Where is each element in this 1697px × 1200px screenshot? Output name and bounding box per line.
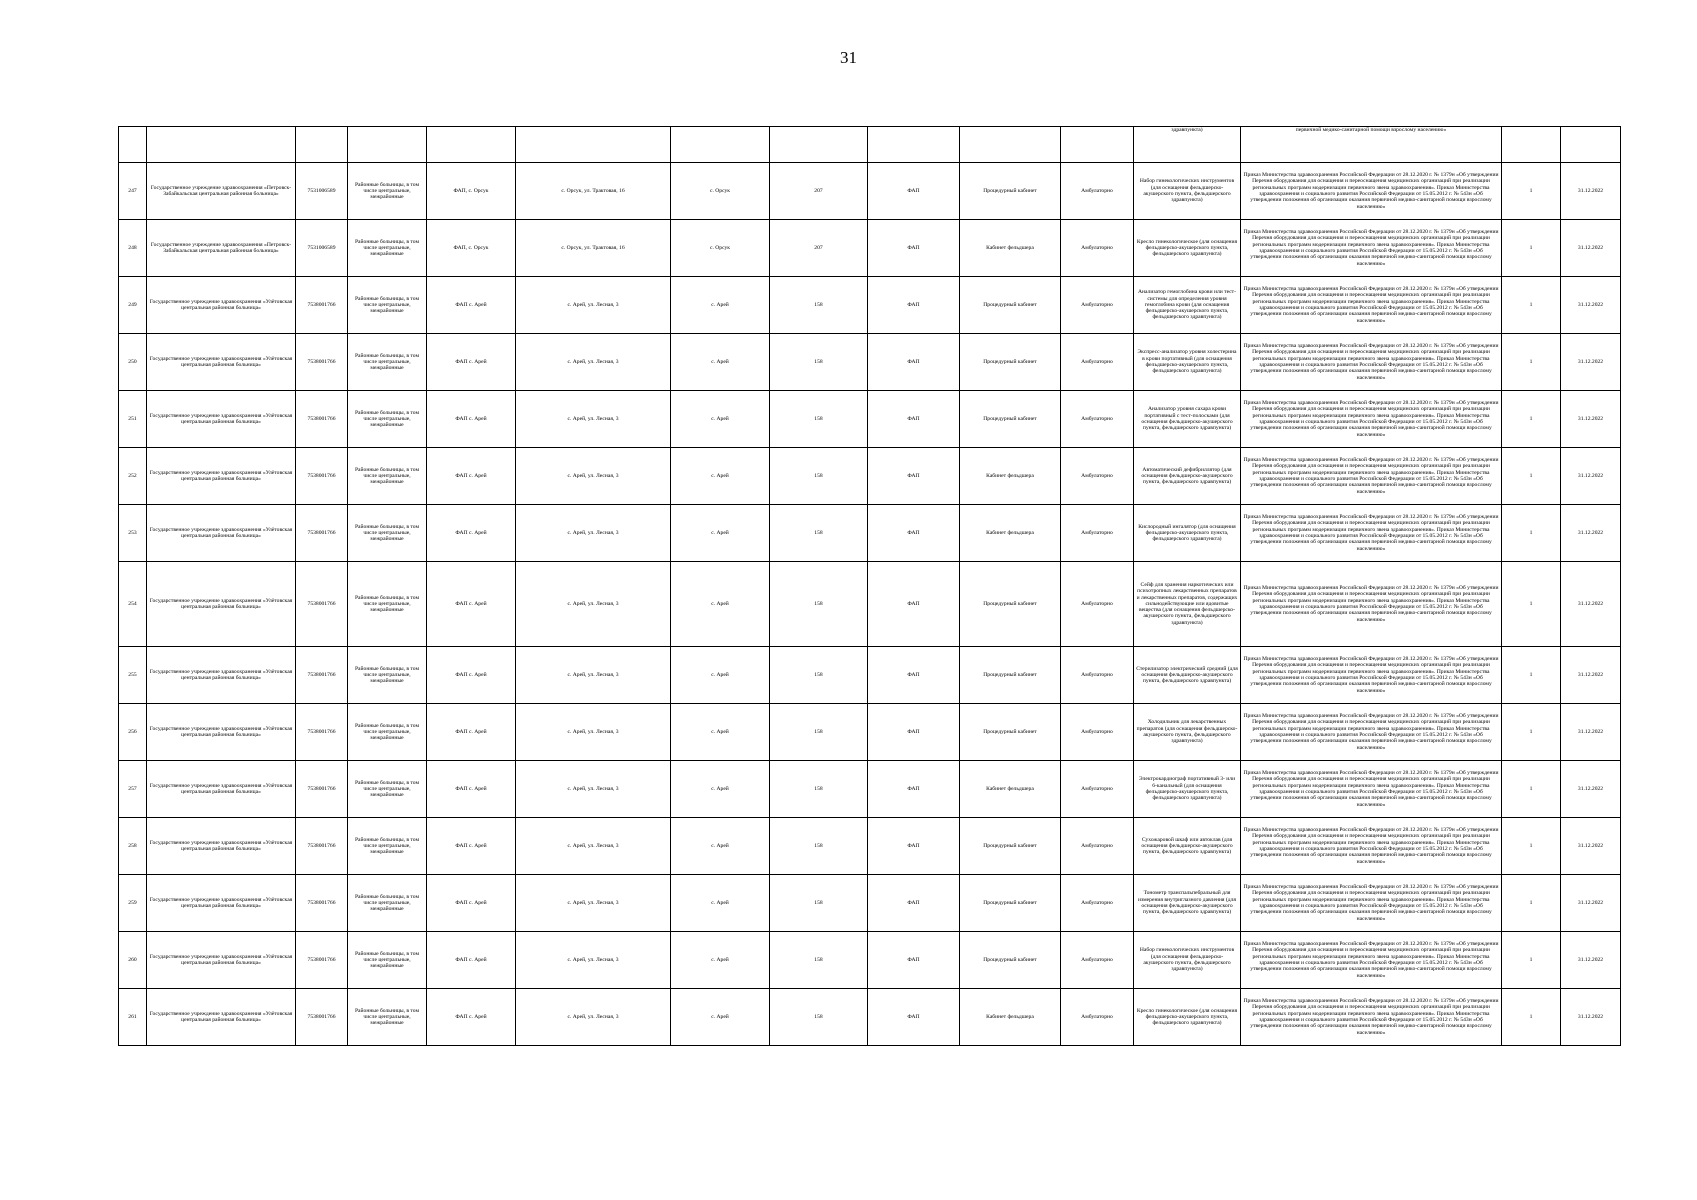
cell-institution: Государственное учреждение здравоохранения «Улётовская центральная районная больница» bbox=[147, 562, 296, 647]
cell-subdivision: ФАП bbox=[868, 761, 960, 818]
cell-subdivision: ФАП bbox=[868, 448, 960, 505]
cell-equipment: здравпункта) bbox=[1134, 127, 1241, 163]
cell-care: Амбулаторно bbox=[1061, 818, 1134, 875]
cell-qty: 1 bbox=[1502, 220, 1561, 277]
cell-date: 31.12.2022 bbox=[1561, 391, 1621, 448]
cell-qty: 1 bbox=[1502, 989, 1561, 1046]
cell-facility: ФАП с. Арей bbox=[427, 875, 516, 932]
cell-institution: Государственное учреждение здравоохранения «Улётовская центральная районная больница» bbox=[147, 989, 296, 1046]
cell-subdivision: ФАП bbox=[868, 704, 960, 761]
cell-type: Районные больницы, в том числе центральные, межрайонные bbox=[348, 761, 427, 818]
table-row-continuation bbox=[119, 127, 1621, 163]
cell-date: 31.12.2022 bbox=[1561, 448, 1621, 505]
cell-population: 158 bbox=[770, 875, 868, 932]
cell-care: Амбулаторно bbox=[1061, 391, 1134, 448]
cell-facility: ФАП с. Арей bbox=[427, 932, 516, 989]
cell-no: 255 bbox=[119, 647, 147, 704]
cell-basis: Приказ Министерства здравоохранения Российской Федерации от 28.12.2020 г. № 1379н «Об утверждении Перечня оборудования для оснащения и переоснащения медицинских организаций при реализации региональных программ модернизации первичного звена здравоохранения». Приказ Министерства здравоохранения и социального развития Российской Федерации от 15.05.2012 г. № 543н «Об утверждении положения об организации оказания первичной медико-санитарной помощи взрослому населению» bbox=[1241, 277, 1502, 334]
cell-qty: 1 bbox=[1502, 818, 1561, 875]
cell-facility: ФАП, с. Орсук bbox=[427, 163, 516, 220]
cell-room: Процедурный кабинет bbox=[960, 647, 1061, 704]
cell-care: Амбулаторно bbox=[1061, 704, 1134, 761]
cell-subdivision: ФАП bbox=[868, 818, 960, 875]
table-row bbox=[119, 761, 1621, 818]
cell-locality bbox=[671, 127, 770, 163]
cell-qty: 1 bbox=[1502, 562, 1561, 647]
cell-no bbox=[119, 127, 147, 163]
cell-inn: 7538001766 bbox=[296, 448, 348, 505]
cell-institution bbox=[147, 127, 296, 163]
page-number: 31 bbox=[840, 48, 857, 67]
cell-date: 31.12.2022 bbox=[1561, 334, 1621, 391]
cell-address: с. Орсук, ул. Трактовая, 16 bbox=[516, 163, 671, 220]
cell-no: 256 bbox=[119, 704, 147, 761]
cell-subdivision: ФАП bbox=[868, 932, 960, 989]
cell-population: 158 bbox=[770, 761, 868, 818]
cell-subdivision: ФАП bbox=[868, 989, 960, 1046]
cell-locality: с. Орсук bbox=[671, 163, 770, 220]
cell-qty: 1 bbox=[1502, 704, 1561, 761]
cell-room bbox=[960, 127, 1061, 163]
cell-subdivision: ФАП bbox=[868, 647, 960, 704]
table-row bbox=[119, 277, 1621, 334]
cell-subdivision: ФАП bbox=[868, 334, 960, 391]
cell-population: 158 bbox=[770, 448, 868, 505]
cell-population: 158 bbox=[770, 818, 868, 875]
cell-date: 31.12.2022 bbox=[1561, 562, 1621, 647]
cell-basis: Приказ Министерства здравоохранения Российской Федерации от 28.12.2020 г. № 1379н «Об утверждении Перечня оборудования для оснащения и переоснащения медицинских организаций при реализации региональных программ модернизации первичного звена здравоохранения». Приказ Министерства здравоохранения и социального развития Российской Федерации от 15.05.2012 г. № 543н «Об утверждении положения об организации оказания первичной медико-санитарной помощи взрослому населению» bbox=[1241, 989, 1502, 1046]
cell-no: 247 bbox=[119, 163, 147, 220]
cell-type bbox=[348, 127, 427, 163]
table-row bbox=[119, 391, 1621, 448]
cell-locality: с. Арей bbox=[671, 761, 770, 818]
cell-care: Амбулаторно bbox=[1061, 875, 1134, 932]
cell-locality: с. Арей bbox=[671, 334, 770, 391]
cell-address: с. Арей, ул. Лесная, 3 bbox=[516, 448, 671, 505]
cell-inn: 7538001766 bbox=[296, 391, 348, 448]
cell-institution: Государственное учреждение здравоохранения «Улётовская центральная районная больница» bbox=[147, 932, 296, 989]
cell-inn: 7538001766 bbox=[296, 505, 348, 562]
cell-date: 31.12.2022 bbox=[1561, 277, 1621, 334]
cell-inn: 7538001766 bbox=[296, 562, 348, 647]
cell-locality: с. Арей bbox=[671, 277, 770, 334]
cell-population: 158 bbox=[770, 277, 868, 334]
cell-institution: Государственное учреждение здравоохранения «Улётовская центральная районная больница» bbox=[147, 704, 296, 761]
cell-care: Амбулаторно bbox=[1061, 505, 1134, 562]
cell-address: с. Арей, ул. Лесная, 3 bbox=[516, 989, 671, 1046]
cell-type: Районные больницы, в том числе центральные, межрайонные bbox=[348, 875, 427, 932]
cell-population: 158 bbox=[770, 391, 868, 448]
table-row bbox=[119, 875, 1621, 932]
cell-basis: Приказ Министерства здравоохранения Российской Федерации от 28.12.2020 г. № 1379н «Об утверждении Перечня оборудования для оснащения и переоснащения медицинских организаций при реализации региональных программ модернизации первичного звена здравоохранения». Приказ Министерства здравоохранения и социального развития Российской Федерации от 15.05.2012 г. № 543н «Об утверждении положения об организации оказания первичной медико-санитарной помощи взрослому населению» bbox=[1241, 647, 1502, 704]
cell-care: Амбулаторно bbox=[1061, 562, 1134, 647]
cell-room: Кабинет фельдшера bbox=[960, 505, 1061, 562]
cell-type: Районные больницы, в том числе центральные, межрайонные bbox=[348, 704, 427, 761]
cell-qty: 1 bbox=[1502, 875, 1561, 932]
cell-equipment: Экспресс-анализатор уровня холестерина в крови портативный (для оснащения фельдшерско-акушерского пункта, фельдшерского здравпункта) bbox=[1134, 334, 1241, 391]
table-row bbox=[119, 505, 1621, 562]
cell-no: 258 bbox=[119, 818, 147, 875]
cell-population: 158 bbox=[770, 989, 868, 1046]
table-row bbox=[119, 647, 1621, 704]
cell-room: Процедурный кабинет bbox=[960, 334, 1061, 391]
cell-no: 250 bbox=[119, 334, 147, 391]
cell-equipment: Набор гинекологических инструментов (для оснащения фельдшерско-акушерского пункта, фельдшерского здравпункта) bbox=[1134, 163, 1241, 220]
cell-address bbox=[516, 127, 671, 163]
cell-institution: Государственное учреждение здравоохранения «Улётовская центральная районная больница» bbox=[147, 334, 296, 391]
cell-no: 254 bbox=[119, 562, 147, 647]
cell-no: 261 bbox=[119, 989, 147, 1046]
cell-address: с. Арей, ул. Лесная, 3 bbox=[516, 334, 671, 391]
cell-type: Районные больницы, в том числе центральные, межрайонные bbox=[348, 562, 427, 647]
cell-basis: Приказ Министерства здравоохранения Российской Федерации от 28.12.2020 г. № 1379н «Об утверждении Перечня оборудования для оснащения и переоснащения медицинских организаций при реализации региональных программ модернизации первичного звена здравоохранения». Приказ Министерства здравоохранения и социального развития Российской Федерации от 15.05.2012 г. № 543н «Об утверждении положения об организации оказания первичной медико-санитарной помощи взрослому населению» bbox=[1241, 391, 1502, 448]
cell-subdivision bbox=[868, 127, 960, 163]
cell-inn: 7531006589 bbox=[296, 163, 348, 220]
cell-care: Амбулаторно bbox=[1061, 932, 1134, 989]
cell-equipment: Набор гинекологических инструментов (для оснащения фельдшерско-акушерского пункта, фельдшерского здравпункта) bbox=[1134, 932, 1241, 989]
cell-basis: Приказ Министерства здравоохранения Российской Федерации от 28.12.2020 г. № 1379н «Об утверждении Перечня оборудования для оснащения и переоснащения медицинских организаций при реализации региональных программ модернизации первичного звена здравоохранения». Приказ Министерства здравоохранения и социального развития Российской Федерации от 15.05.2012 г. № 543н «Об утверждении положения об организации оказания первичной медико-санитарной помощи взрослому населению» bbox=[1241, 818, 1502, 875]
cell-qty: 1 bbox=[1502, 761, 1561, 818]
cell-locality: с. Арей bbox=[671, 875, 770, 932]
cell-inn: 7538001766 bbox=[296, 761, 348, 818]
cell-type: Районные больницы, в том числе центральные, межрайонные bbox=[348, 448, 427, 505]
cell-inn: 7538001766 bbox=[296, 875, 348, 932]
cell-type: Районные больницы, в том числе центральные, межрайонные bbox=[348, 505, 427, 562]
cell-facility: ФАП с. Арей bbox=[427, 704, 516, 761]
cell-no: 253 bbox=[119, 505, 147, 562]
cell-room: Процедурный кабинет bbox=[960, 818, 1061, 875]
cell-basis: Приказ Министерства здравоохранения Российской Федерации от 28.12.2020 г. № 1379н «Об утверждении Перечня оборудования для оснащения и переоснащения медицинских организаций при реализации региональных программ модернизации первичного звена здравоохранения». Приказ Министерства здравоохранения и социального развития Российской Федерации от 15.05.2012 г. № 543н «Об утверждении положения об организации оказания первичной медико-санитарной помощи взрослому населению» bbox=[1241, 334, 1502, 391]
cell-locality: с. Орсук bbox=[671, 220, 770, 277]
cell-care bbox=[1061, 127, 1134, 163]
table-row bbox=[119, 932, 1621, 989]
cell-qty: 1 bbox=[1502, 647, 1561, 704]
cell-date: 31.12.2022 bbox=[1561, 220, 1621, 277]
cell-date: 31.12.2022 bbox=[1561, 163, 1621, 220]
cell-equipment: Кресло гинекологическое (для оснащения фельдшерско-акушерского пункта, фельдшерского здравпункта) bbox=[1134, 220, 1241, 277]
table-row bbox=[119, 818, 1621, 875]
cell-institution: Государственное учреждение здравоохранения «Улётовская центральная районная больница» bbox=[147, 818, 296, 875]
cell-no: 257 bbox=[119, 761, 147, 818]
cell-equipment: Холодильник для лекарственных препаратов (для оснащения фельдшерско-акушерского пункта, фельдшерского здравпункта) bbox=[1134, 704, 1241, 761]
cell-subdivision: ФАП bbox=[868, 163, 960, 220]
cell-inn: 7538001766 bbox=[296, 989, 348, 1046]
cell-locality: с. Арей bbox=[671, 647, 770, 704]
cell-date: 31.12.2022 bbox=[1561, 932, 1621, 989]
cell-room: Процедурный кабинет bbox=[960, 163, 1061, 220]
cell-room: Процедурный кабинет bbox=[960, 932, 1061, 989]
cell-room: Процедурный кабинет bbox=[960, 704, 1061, 761]
cell-care: Амбулаторно bbox=[1061, 334, 1134, 391]
table-row bbox=[119, 163, 1621, 220]
cell-inn: 7538001766 bbox=[296, 932, 348, 989]
cell-room: Процедурный кабинет bbox=[960, 875, 1061, 932]
cell-equipment: Автоматический дефибриллятор (для оснащения фельдшерско-акушерского пункта, фельдшерского здравпункта) bbox=[1134, 448, 1241, 505]
table-row bbox=[119, 704, 1621, 761]
cell-basis: Приказ Министерства здравоохранения Российской Федерации от 28.12.2020 г. № 1379н «Об утверждении Перечня оборудования для оснащения и переоснащения медицинских организаций при реализации региональных программ модернизации первичного звена здравоохранения». Приказ Министерства здравоохранения и социального развития Российской Федерации от 15.05.2012 г. № 543н «Об утверждении положения об организации оказания первичной медико-санитарной помощи взрослому населению» bbox=[1241, 704, 1502, 761]
cell-basis: Приказ Министерства здравоохранения Российской Федерации от 28.12.2020 г. № 1379н «Об утверждении Перечня оборудования для оснащения и переоснащения медицинских организаций при реализации региональных программ модернизации первичного звена здравоохранения». Приказ Министерства здравоохранения и социального развития Российской Федерации от 15.05.2012 г. № 543н «Об утверждении положения об организации оказания первичной медико-санитарной помощи взрослому населению» bbox=[1241, 562, 1502, 647]
cell-subdivision: ФАП bbox=[868, 875, 960, 932]
cell-institution: Государственное учреждение здравоохранения «Петровск-Забайкальская центральная районная больница» bbox=[147, 163, 296, 220]
table-row bbox=[119, 448, 1621, 505]
cell-room: Кабинет фельдшера bbox=[960, 989, 1061, 1046]
cell-inn: 7538001766 bbox=[296, 334, 348, 391]
cell-no: 249 bbox=[119, 277, 147, 334]
cell-date: 31.12.2022 bbox=[1561, 875, 1621, 932]
cell-care: Амбулаторно bbox=[1061, 647, 1134, 704]
cell-date bbox=[1561, 127, 1621, 163]
cell-date: 31.12.2022 bbox=[1561, 761, 1621, 818]
cell-basis: Приказ Министерства здравоохранения Российской Федерации от 28.12.2020 г. № 1379н «Об утверждении Перечня оборудования для оснащения и переоснащения медицинских организаций при реализации региональных программ модернизации первичного звена здравоохранения». Приказ Министерства здравоохранения и социального развития Российской Федерации от 15.05.2012 г. № 543н «Об утверждении положения об организации оказания первичной медико-санитарной помощи взрослому населению» bbox=[1241, 875, 1502, 932]
cell-equipment: Анализатор уровня сахара крови портативный с тест-полосками (для оснащения фельдшерско-акушерского пункта, фельдшерского здравпункта) bbox=[1134, 391, 1241, 448]
equipment-register-table bbox=[118, 126, 1621, 1046]
cell-equipment: Сейф для хранения наркотических или психотропных лекарственных препаратов и лекарственных препаратов, содержащих сильнодействующие или ядовитые вещества (для оснащения фельдшерско-акушерского пункта, фельдшерского здравпункта) bbox=[1134, 562, 1241, 647]
table-row bbox=[119, 989, 1621, 1046]
cell-type: Районные больницы, в том числе центральные, межрайонные bbox=[348, 277, 427, 334]
cell-population: 158 bbox=[770, 704, 868, 761]
cell-equipment: Анализатор гемоглобина крови или тест-системы для определения уровня гемоглобина крови (для оснащения фельдшерско-акушерского пункта, фельдшерского здравпункта) bbox=[1134, 277, 1241, 334]
cell-type: Районные больницы, в том числе центральные, межрайонные bbox=[348, 163, 427, 220]
cell-equipment: Тонометр транспальпебральный для измерения внутриглазного давления (для оснащения фельдшерско-акушерского пункта, фельдшерского здравпункта) bbox=[1134, 875, 1241, 932]
cell-facility: ФАП с. Арей bbox=[427, 334, 516, 391]
cell-address: с. Арей, ул. Лесная, 3 bbox=[516, 505, 671, 562]
cell-date: 31.12.2022 bbox=[1561, 704, 1621, 761]
cell-facility: ФАП с. Арей bbox=[427, 562, 516, 647]
cell-inn bbox=[296, 127, 348, 163]
cell-subdivision: ФАП bbox=[868, 277, 960, 334]
cell-address: с. Арей, ул. Лесная, 3 bbox=[516, 704, 671, 761]
cell-subdivision: ФАП bbox=[868, 220, 960, 277]
cell-facility: ФАП, с. Орсук bbox=[427, 220, 516, 277]
cell-date: 31.12.2022 bbox=[1561, 505, 1621, 562]
cell-basis: Приказ Министерства здравоохранения Российской Федерации от 28.12.2020 г. № 1379н «Об утверждении Перечня оборудования для оснащения и переоснащения медицинских организаций при реализации региональных программ модернизации первичного звена здравоохранения». Приказ Министерства здравоохранения и социального развития Российской Федерации от 15.05.2012 г. № 543н «Об утверждении положения об организации оказания первичной медико-санитарной помощи взрослому населению» bbox=[1241, 220, 1502, 277]
cell-institution: Государственное учреждение здравоохранения «Улётовская центральная районная больница» bbox=[147, 647, 296, 704]
cell-type: Районные больницы, в том числе центральные, межрайонные bbox=[348, 818, 427, 875]
cell-room: Кабинет фельдшера bbox=[960, 761, 1061, 818]
cell-type: Районные больницы, в том числе центральные, межрайонные bbox=[348, 391, 427, 448]
cell-population: 207 bbox=[770, 220, 868, 277]
cell-institution: Государственное учреждение здравоохранения «Улётовская центральная районная больница» bbox=[147, 277, 296, 334]
cell-population: 158 bbox=[770, 647, 868, 704]
cell-no: 252 bbox=[119, 448, 147, 505]
cell-room: Процедурный кабинет bbox=[960, 277, 1061, 334]
cell-institution: Государственное учреждение здравоохранения «Петровск-Забайкальская центральная районная больница» bbox=[147, 220, 296, 277]
cell-inn: 7531006589 bbox=[296, 220, 348, 277]
cell-population: 158 bbox=[770, 334, 868, 391]
cell-basis: Приказ Министерства здравоохранения Российской Федерации от 28.12.2020 г. № 1379н «Об утверждении Перечня оборудования для оснащения и переоснащения медицинских организаций при реализации региональных программ модернизации первичного звена здравоохранения». Приказ Министерства здравоохранения и социального развития Российской Федерации от 15.05.2012 г. № 543н «Об утверждении положения об организации оказания первичной медико-санитарной помощи взрослому населению» bbox=[1241, 448, 1502, 505]
cell-facility: ФАП с. Арей bbox=[427, 505, 516, 562]
cell-address: с. Арей, ул. Лесная, 3 bbox=[516, 875, 671, 932]
cell-facility: ФАП с. Арей bbox=[427, 989, 516, 1046]
cell-equipment: Электрокардиограф портативный 3- или 6-канальный (для оснащения фельдшерско-акушерского пункта, фельдшерского здравпункта) bbox=[1134, 761, 1241, 818]
cell-address: с. Арей, ул. Лесная, 3 bbox=[516, 391, 671, 448]
cell-facility: ФАП с. Арей bbox=[427, 647, 516, 704]
cell-address: с. Арей, ул. Лесная, 3 bbox=[516, 277, 671, 334]
cell-locality: с. Арей bbox=[671, 448, 770, 505]
cell-date: 31.12.2022 bbox=[1561, 989, 1621, 1046]
cell-qty: 1 bbox=[1502, 391, 1561, 448]
cell-address: с. Арей, ул. Лесная, 3 bbox=[516, 562, 671, 647]
cell-address: с. Орсук, ул. Трактовая, 16 bbox=[516, 220, 671, 277]
cell-room: Процедурный кабинет bbox=[960, 391, 1061, 448]
cell-equipment: Сухожаровой шкаф или автоклав (для оснащения фельдшерско-акушерского пункта, фельдшерского здравпункта) bbox=[1134, 818, 1241, 875]
cell-locality: с. Арей bbox=[671, 391, 770, 448]
cell-population: 158 bbox=[770, 505, 868, 562]
table-row bbox=[119, 220, 1621, 277]
cell-institution: Государственное учреждение здравоохранения «Улётовская центральная районная больница» bbox=[147, 391, 296, 448]
cell-institution: Государственное учреждение здравоохранения «Улётовская центральная районная больница» bbox=[147, 505, 296, 562]
cell-institution: Государственное учреждение здравоохранения «Улётовская центральная районная больница» bbox=[147, 448, 296, 505]
cell-qty: 1 bbox=[1502, 163, 1561, 220]
cell-no: 260 bbox=[119, 932, 147, 989]
cell-locality: с. Арей bbox=[671, 562, 770, 647]
cell-care: Амбулаторно bbox=[1061, 277, 1134, 334]
cell-care: Амбулаторно bbox=[1061, 163, 1134, 220]
cell-room: Кабинет фельдшера bbox=[960, 220, 1061, 277]
cell-equipment: Кислородный ингалятор (для оснащения фельдшерско-акушерского пункта, фельдшерского здравпункта) bbox=[1134, 505, 1241, 562]
cell-subdivision: ФАП bbox=[868, 562, 960, 647]
cell-population: 158 bbox=[770, 562, 868, 647]
cell-facility: ФАП с. Арей bbox=[427, 448, 516, 505]
cell-locality: с. Арей bbox=[671, 989, 770, 1046]
cell-inn: 7538001766 bbox=[296, 704, 348, 761]
cell-type: Районные больницы, в том числе центральные, межрайонные bbox=[348, 932, 427, 989]
cell-facility: ФАП с. Арей bbox=[427, 391, 516, 448]
cell-basis: Приказ Министерства здравоохранения Российской Федерации от 28.12.2020 г. № 1379н «Об утверждении Перечня оборудования для оснащения и переоснащения медицинских организаций при реализации региональных программ модернизации первичного звена здравоохранения». Приказ Министерства здравоохранения и социального развития Российской Федерации от 15.05.2012 г. № 543н «Об утверждении положения об организации оказания первичной медико-санитарной помощи взрослому населению» bbox=[1241, 505, 1502, 562]
cell-population bbox=[770, 127, 868, 163]
cell-facility: ФАП с. Арей bbox=[427, 277, 516, 334]
cell-locality: с. Арей bbox=[671, 932, 770, 989]
cell-address: с. Арей, ул. Лесная, 3 bbox=[516, 932, 671, 989]
cell-qty: 1 bbox=[1502, 932, 1561, 989]
cell-date: 31.12.2022 bbox=[1561, 647, 1621, 704]
cell-care: Амбулаторно bbox=[1061, 220, 1134, 277]
cell-subdivision: ФАП bbox=[868, 391, 960, 448]
cell-locality: с. Арей bbox=[671, 818, 770, 875]
cell-address: с. Арей, ул. Лесная, 3 bbox=[516, 818, 671, 875]
cell-equipment: Кресло гинекологическое (для оснащения фельдшерско-акушерского пункта, фельдшерского здравпункта) bbox=[1134, 989, 1241, 1046]
cell-qty: 1 bbox=[1502, 505, 1561, 562]
cell-type: Районные больницы, в том числе центральные, межрайонные bbox=[348, 647, 427, 704]
cell-institution: Государственное учреждение здравоохранения «Улётовская центральная районная больница» bbox=[147, 875, 296, 932]
cell-inn: 7538001766 bbox=[296, 647, 348, 704]
cell-no: 251 bbox=[119, 391, 147, 448]
cell-care: Амбулаторно bbox=[1061, 989, 1134, 1046]
cell-equipment: Стерилизатор электрический средний (для оснащения фельдшерско-акушерского пункта, фельдшерского здравпункта) bbox=[1134, 647, 1241, 704]
cell-basis: Приказ Министерства здравоохранения Российской Федерации от 28.12.2020 г. № 1379н «Об утверждении Перечня оборудования для оснащения и переоснащения медицинских организаций при реализации региональных программ модернизации первичного звена здравоохранения». Приказ Министерства здравоохранения и социального развития Российской Федерации от 15.05.2012 г. № 543н «Об утверждении положения об организации оказания первичной медико-санитарной помощи взрослому населению» bbox=[1241, 932, 1502, 989]
cell-qty: 1 bbox=[1502, 448, 1561, 505]
table-row bbox=[119, 562, 1621, 647]
cell-no: 259 bbox=[119, 875, 147, 932]
cell-basis: первичной медико-санитарной помощи взрослому населению» bbox=[1241, 127, 1502, 163]
cell-care: Амбулаторно bbox=[1061, 761, 1134, 818]
cell-room: Кабинет фельдшера bbox=[960, 448, 1061, 505]
table-row bbox=[119, 334, 1621, 391]
cell-date: 31.12.2022 bbox=[1561, 818, 1621, 875]
cell-care: Амбулаторно bbox=[1061, 448, 1134, 505]
cell-type: Районные больницы, в том числе центральные, межрайонные bbox=[348, 334, 427, 391]
cell-institution: Государственное учреждение здравоохранения «Улётовская центральная районная больница» bbox=[147, 761, 296, 818]
cell-facility bbox=[427, 127, 516, 163]
cell-inn: 7538001766 bbox=[296, 818, 348, 875]
cell-address: с. Арей, ул. Лесная, 3 bbox=[516, 647, 671, 704]
cell-locality: с. Арей bbox=[671, 505, 770, 562]
cell-subdivision: ФАП bbox=[868, 505, 960, 562]
cell-facility: ФАП с. Арей bbox=[427, 818, 516, 875]
cell-basis: Приказ Министерства здравоохранения Российской Федерации от 28.12.2020 г. № 1379н «Об утверждении Перечня оборудования для оснащения и переоснащения медицинских организаций при реализации региональных программ модернизации первичного звена здравоохранения». Приказ Министерства здравоохранения и социального развития Российской Федерации от 15.05.2012 г. № 543н «Об утверждении положения об организации оказания первичной медико-санитарной помощи взрослому населению» bbox=[1241, 163, 1502, 220]
cell-locality: с. Арей bbox=[671, 704, 770, 761]
cell-type: Районные больницы, в том числе центральные, межрайонные bbox=[348, 989, 427, 1046]
cell-inn: 7538001766 bbox=[296, 277, 348, 334]
cell-type: Районные больницы, в том числе центральные, межрайонные bbox=[348, 220, 427, 277]
cell-population: 207 bbox=[770, 163, 868, 220]
cell-room: Процедурный кабинет bbox=[960, 562, 1061, 647]
cell-qty: 1 bbox=[1502, 334, 1561, 391]
cell-population: 158 bbox=[770, 932, 868, 989]
cell-facility: ФАП с. Арей bbox=[427, 761, 516, 818]
cell-basis: Приказ Министерства здравоохранения Российской Федерации от 28.12.2020 г. № 1379н «Об утверждении Перечня оборудования для оснащения и переоснащения медицинских организаций при реализации региональных программ модернизации первичного звена здравоохранения». Приказ Министерства здравоохранения и социального развития Российской Федерации от 15.05.2012 г. № 543н «Об утверждении положения об организации оказания первичной медико-санитарной помощи взрослому населению» bbox=[1241, 761, 1502, 818]
cell-no: 248 bbox=[119, 220, 147, 277]
cell-address: с. Арей, ул. Лесная, 3 bbox=[516, 761, 671, 818]
cell-qty: 1 bbox=[1502, 277, 1561, 334]
cell-qty bbox=[1502, 127, 1561, 163]
